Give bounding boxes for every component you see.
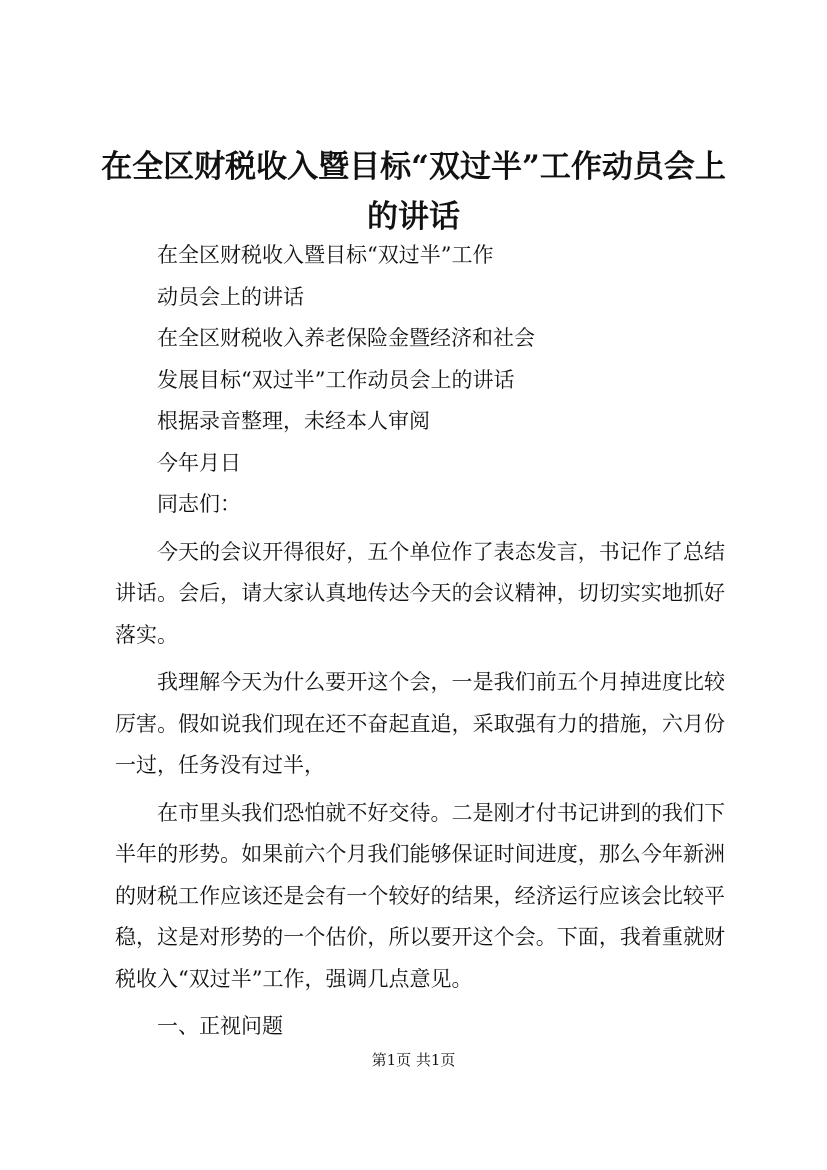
paragraph: 在全区财税收入养老保险金暨经济和社会 bbox=[157, 326, 535, 350]
paragraph: 动员会上的讲话 bbox=[157, 284, 304, 309]
document-title: 在全区财税收入暨目标“双过半”工作动员会上的讲话 bbox=[101, 149, 726, 235]
paragraph: 在市里头我们恐怕就不好交待。二是刚才付书记讲到的我们下半年的形势。如果前六个月我们能够保证时间进度，那么今年新洲的财税工作应该还是会有一个较好的结果，经济运行应该会比较平稳，这是对形势的一个估价，所以要开这个会。下面，我着重就财税收入“双过半”工作，强调几点意见。 bbox=[115, 800, 725, 991]
paragraph: 在全区财税收入暨目标“双过半”工作 bbox=[157, 243, 494, 267]
paragraph: 同志们： bbox=[157, 492, 241, 516]
paragraph: 根据录音整理，未经本人审阅 bbox=[157, 409, 430, 433]
paragraph: 今年月日 bbox=[157, 450, 241, 475]
paragraph: 发展目标“双过半”工作动员会上的讲话 bbox=[157, 367, 515, 392]
document-body bbox=[115, 235, 725, 1048]
section-heading: 一、正视问题 bbox=[157, 1014, 283, 1038]
paragraph: 我理解今天为什么要开这个会，一是我们前五个月掉进度比较厉害。假如说我们现在还不奋起直追，采取强有力的措施，六月份一过，任务没有过半， bbox=[115, 670, 725, 777]
paragraph: 今天的会议开得很好，五个单位作了表态发言，书记作了总结讲话。会后，请大家认真地传达今天的会议精神，切切实实地抓好落实。 bbox=[115, 539, 725, 647]
page-footer: 第1页 共1页 bbox=[371, 1051, 456, 1069]
